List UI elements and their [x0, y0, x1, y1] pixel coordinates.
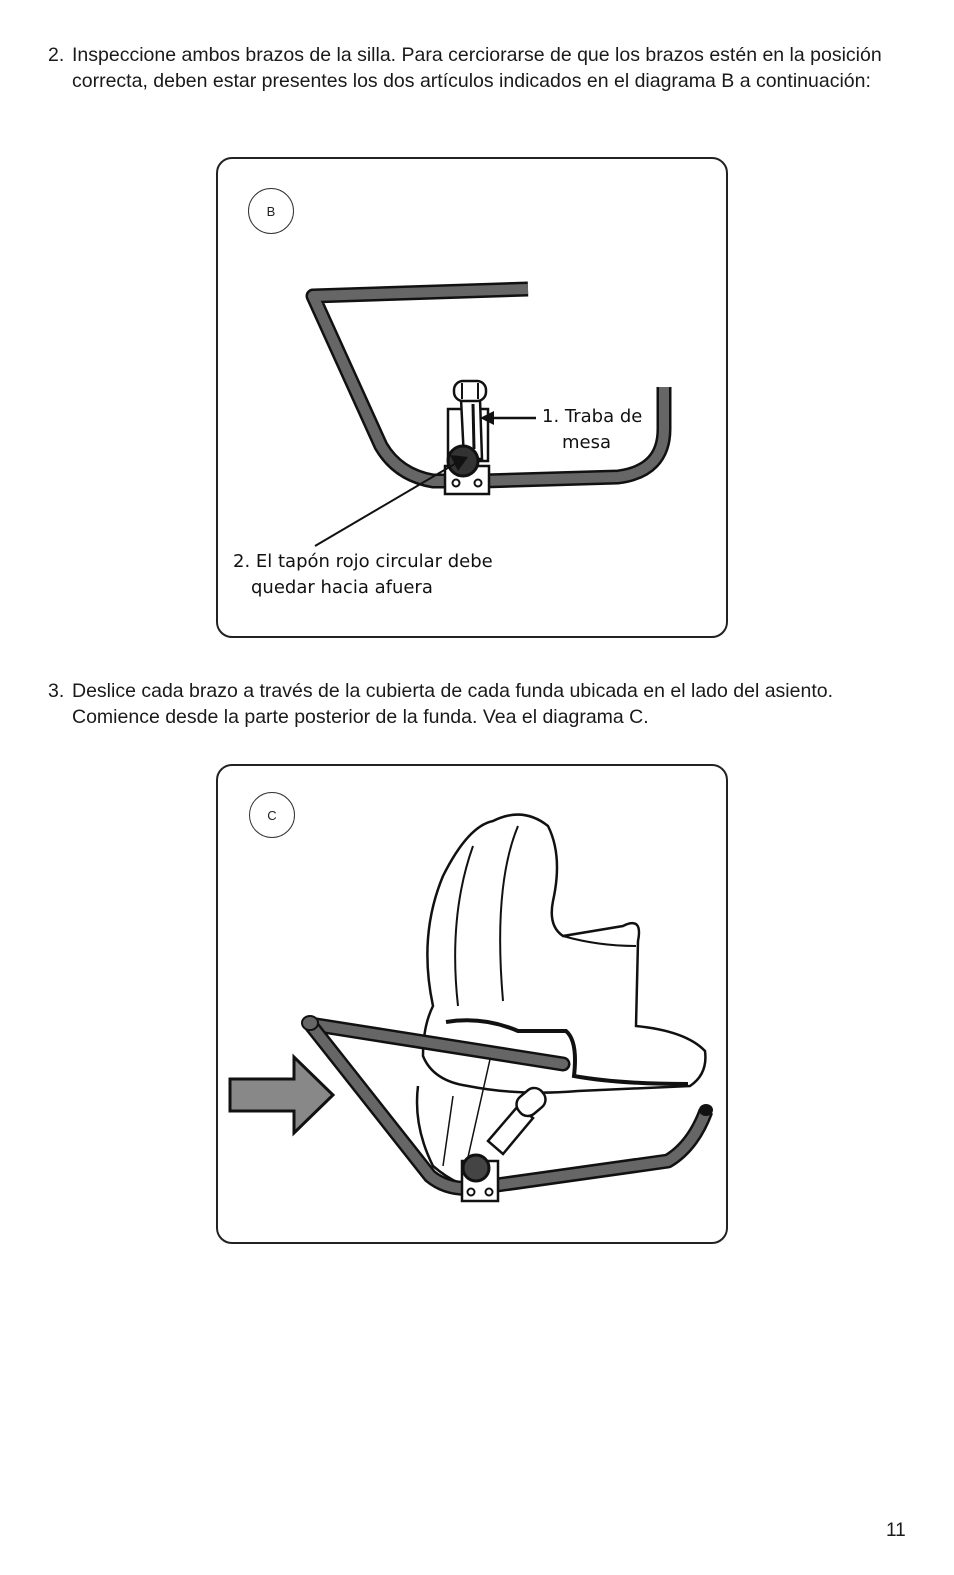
- screw-hole-icon: [453, 480, 460, 487]
- step-text: Inspeccione ambos brazos de la silla. Para cerciorarse de que los brazos estén en la posición correcta, deben estar presentes los dos artículos indicados en el diagrama B a continuación:: [72, 44, 882, 92]
- screw-hole-icon: [475, 480, 482, 487]
- diagram-label: B: [248, 188, 294, 234]
- red-cap-icon: [463, 1155, 489, 1181]
- screw-hole-icon: [468, 1189, 475, 1196]
- step-text: Deslice cada brazo a través de la cubierta de cada funda ubicada en el lado del asiento. Comience desde la parte posterior de la funda. Vea el diagrama C.: [72, 680, 834, 728]
- diagram-b: [216, 157, 728, 638]
- page-number: 11: [886, 1520, 906, 1541]
- screw-hole-icon: [486, 1189, 493, 1196]
- step-3-instruction: [48, 678, 908, 730]
- latch-groove: [473, 404, 474, 449]
- step-number: 3.: [48, 680, 65, 702]
- diagram-c-illustration: [218, 766, 726, 1242]
- step-number: 2.: [48, 44, 65, 66]
- callout-2-pointer: [315, 462, 458, 546]
- direction-arrow-icon: [230, 1057, 333, 1133]
- diagram-label: C: [249, 792, 295, 838]
- step-2-instruction: [48, 42, 908, 94]
- callout-red-cap: 2. El tapón rojo circular debe quedar hacia afuera: [233, 551, 493, 598]
- diagram-c: [216, 764, 728, 1244]
- latch-knob: [454, 381, 486, 401]
- callout-table-latch: 1. Traba de mesa: [542, 406, 643, 453]
